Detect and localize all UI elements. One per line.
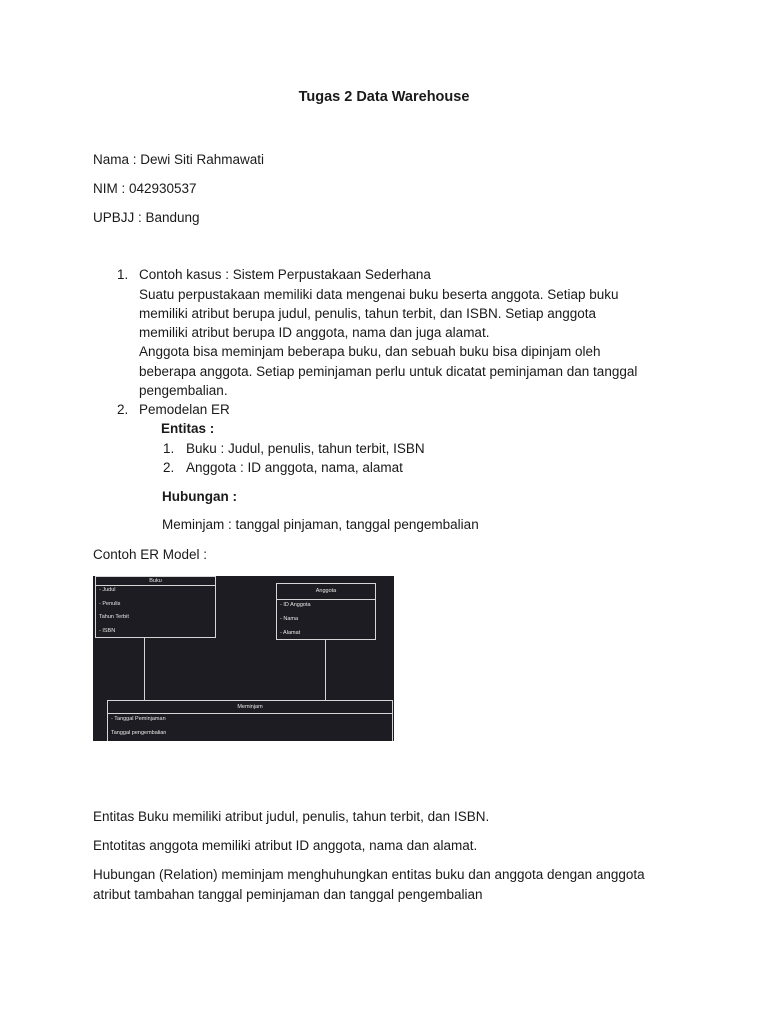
buku-entity-box (95, 576, 216, 638)
er-model-heading: Contoh ER Model : (93, 547, 208, 562)
buku-attr: - Penulis (99, 601, 121, 607)
closing-paragraph: Entotitas anggota memiliki atribut ID anggota, nama dan alamat. (93, 838, 478, 853)
item1-line: memiliki atribut berupa ID anggota, nama dan juga alamat. (139, 325, 490, 340)
meminjam-relation-box (107, 700, 393, 741)
closing-paragraph: Entitas Buku memiliki atribut judul, penulis, tahun terbit, dan ISBN. (93, 809, 490, 824)
anggota-attr: - Alamat (280, 630, 301, 636)
item1-line: Suatu perpustakaan memiliki data mengenai buku beserta anggota. Setiap buku (139, 287, 619, 302)
buku-entity-title: Buku (96, 577, 215, 586)
item1-line: Anggota bisa meminjam beberapa buku, dan sebuah buku bisa dipinjam oleh (139, 344, 601, 359)
buku-attr: Tahun Terbit (99, 614, 129, 620)
item1-line: memiliki atribut berupa judul, penulis, tahun terbit, dan ISBN. Setiap anggota (139, 306, 597, 321)
hubungan-label: Hubungan : (162, 489, 237, 504)
meminjam-attr: Tanggal pengembalian (111, 730, 167, 736)
anggota-entity-title: Anggota (277, 584, 375, 600)
buku-attr: - Judul (99, 587, 116, 593)
meminjam-attr: - Tanggal Peminjaman (111, 716, 166, 722)
item1-title: Contoh kasus : Sistem Perpustakaan Sederhana (139, 267, 431, 282)
entitas-label: Entitas : (161, 421, 215, 436)
entitas-item: Anggota : ID anggota, nama, alamat (186, 460, 403, 475)
connector-line (325, 639, 326, 700)
entitas-number: 1. (163, 441, 175, 456)
upbjj-line: UPBJJ : Bandung (93, 210, 200, 225)
nama-line: Nama : Dewi Siti Rahmawati (93, 152, 265, 167)
connector-line (144, 637, 145, 700)
closing-paragraph: atribut tambahan tanggal peminjaman dan tanggal pengembalian (93, 887, 483, 902)
meminjam-relation-title: Meminjam (108, 701, 392, 714)
list-number-2: 2. (117, 402, 129, 417)
item2-title: Pemodelan ER (139, 402, 230, 417)
nim-line: NIM : 042930537 (93, 181, 197, 196)
closing-paragraph: Hubungan (Relation) meminjam menghuhungkan entitas buku dan anggota dengan anggota (93, 867, 645, 882)
anggota-attr: - Nama (280, 616, 299, 622)
buku-attr: - ISBN (99, 628, 116, 634)
item1-line: pengembalian. (139, 383, 228, 398)
anggota-entity-box (276, 583, 376, 640)
er-diagram (93, 576, 394, 741)
item1-line: beberapa anggota. Setiap peminjaman perlu untuk dicatat peminjaman dan tanggal (139, 364, 638, 379)
document-title: Tugas 2 Data Warehouse (298, 89, 470, 105)
list-number-1: 1. (117, 267, 129, 282)
meminjam-line: Meminjam : tanggal pinjaman, tanggal pengembalian (162, 517, 479, 532)
entitas-number: 2. (163, 460, 175, 475)
entitas-item: Buku : Judul, penulis, tahun terbit, ISBN (186, 441, 425, 456)
anggota-attr: - ID Anggota (280, 602, 311, 608)
